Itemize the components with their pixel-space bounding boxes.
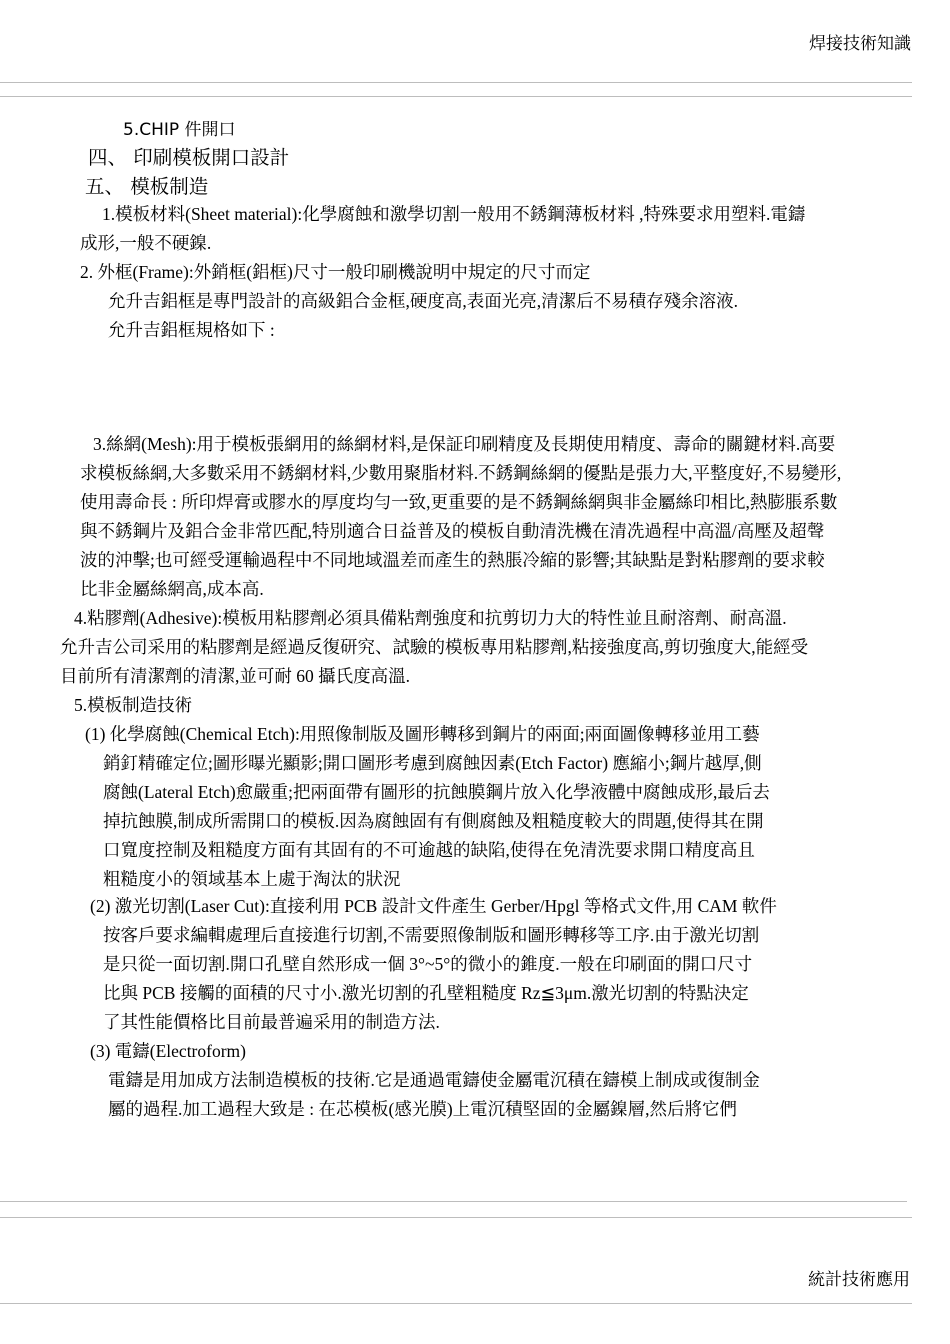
- body-line: 粗糙度小的領域基本上處于淘汰的狀況: [103, 869, 401, 889]
- footer-divider-bottom: [0, 1303, 912, 1304]
- chip-opening-item: 5.CHIP 件開口: [123, 120, 236, 140]
- page-footer-title: 統計技術應用: [808, 1270, 910, 1290]
- body-line: 2. 外框(Frame):外銷框(鋁框)尺寸一般印刷機說明中規定的尺寸而定: [80, 262, 591, 282]
- body-line: 了其性能價格比目前最普遍采用的制造方法.: [103, 1012, 440, 1032]
- body-line: 允升吉公司采用的粘膠劑是經過反復研究、試驗的模板專用粘膠劑,粘接強度高,剪切強度大,能經受: [60, 637, 809, 657]
- body-line: 是只從一面切割.開口孔壁自然形成一個 3°~5°的微小的錐度.一般在印刷面的開口尺寸: [103, 954, 753, 974]
- body-line: 成形,一般不硬鎳.: [80, 233, 212, 253]
- body-line: (1) 化學腐蝕(Chemical Etch):用照像制版及圖形轉移到鋼片的兩面;兩面圖像轉移並用工藝: [85, 724, 760, 744]
- body-line: 比非金屬絲網高,成本高.: [80, 579, 264, 599]
- body-line: 屬的過程.加工過程大致是 : 在芯模板(感光膜)上電沉積堅固的金屬鎳層,然后將它們: [108, 1099, 738, 1119]
- body-line: 允升吉鋁框是專門設計的高級鋁合金框,硬度高,表面光亮,清潔后不易積存殘余溶液.: [108, 291, 738, 311]
- body-line: 掉抗蝕膜,制成所需開口的模板.因為腐蝕固有有側腐蝕及粗糙度較大的問題,使得其在開: [103, 811, 764, 831]
- body-line: 比與 PCB 接觸的面積的尺寸小.激光切割的孔壁粗糙度 Rz≦3μm.激光切割的特點決定: [103, 983, 749, 1003]
- body-line: 與不銹鋼片及鋁合金非常匹配,特別適合日益普及的模板自動清洗機在清冼過程中高溫/高壓及超聲: [80, 521, 825, 541]
- section-heading-5: 五、 模板制造: [85, 175, 209, 198]
- footer-divider-mid: [0, 1217, 912, 1218]
- body-line: 目前所有清潔劑的清潔,並可耐 60 攝氏度高溫.: [60, 666, 410, 686]
- body-line: 3.絲網(Mesh):用于模板張網用的絲網材料,是保証印刷精度及長期使用精度、壽命的關鍵材料.高要: [93, 434, 836, 454]
- header-divider-bottom: [0, 96, 912, 97]
- section-heading-4: 四、 印刷模板開口設計: [88, 146, 290, 169]
- body-line: 4.粘膠劑(Adhesive):模板用粘膠劑必須具備粘劑強度和抗剪切力大的特性並且耐溶劑、耐高溫.: [74, 608, 787, 628]
- body-line: 5.模板制造技術: [74, 695, 193, 715]
- body-line: 求模板絲網,大多數采用不銹網材料,少數用聚脂材料.不銹鋼絲網的優點是張力大,平整度好,不易變形,: [80, 463, 842, 483]
- footer-divider-top: [0, 1201, 907, 1202]
- body-line: 電鑄是用加成方法制造模板的技術.它是通過電鑄使金屬電沉積在鑄模上制成或復制金: [108, 1070, 760, 1090]
- body-line: 允升吉鋁框規格如下 :: [108, 320, 275, 340]
- body-line: 使用壽命長 : 所印焊膏或膠水的厚度均勻一致,更重要的是不銹鋼絲網與非金屬絲印相比,熱膨脹系數: [80, 492, 838, 512]
- page-header-title: 焊接技術知識: [809, 34, 911, 54]
- body-line: 波的沖擊;也可經受運輸過程中不同地域溫差而產生的熱脹冷縮的影響;其缺點是對粘膠劑的要求較: [80, 550, 825, 570]
- body-line: (2) 激光切割(Laser Cut):直接利用 PCB 設計文件產生 Gerber/Hpgl 等格式文件,用 CAM 軟件: [90, 896, 777, 916]
- body-line: 1.模板材料(Sheet material):化學腐蝕和激學切割一般用不銹鋼薄板材料 ,特殊要求用塑料.電鑄: [102, 204, 806, 224]
- body-line: 腐蝕(Lateral Etch)愈嚴重;把兩面帶有圖形的抗蝕膜鋼片放入化學液體中腐蝕成形,最后去: [103, 782, 770, 802]
- body-line: 銷釘精確定位;圖形曝光顯影;開口圖形考慮到腐蝕因素(Etch Factor) 應縮小;鋼片越厚,側: [103, 753, 762, 773]
- body-line: 按客戶要求編輯處理后直接進行切割,不需要照像制版和圖形轉移等工序.由于激光切割: [103, 925, 760, 945]
- body-line: (3) 電鑄(Electroform): [90, 1041, 246, 1061]
- header-divider-top: [0, 82, 912, 83]
- body-line: 口寬度控制及粗糙度方面有其固有的不可逾越的缺陷,使得在免清洗要求開口精度高且: [103, 840, 755, 860]
